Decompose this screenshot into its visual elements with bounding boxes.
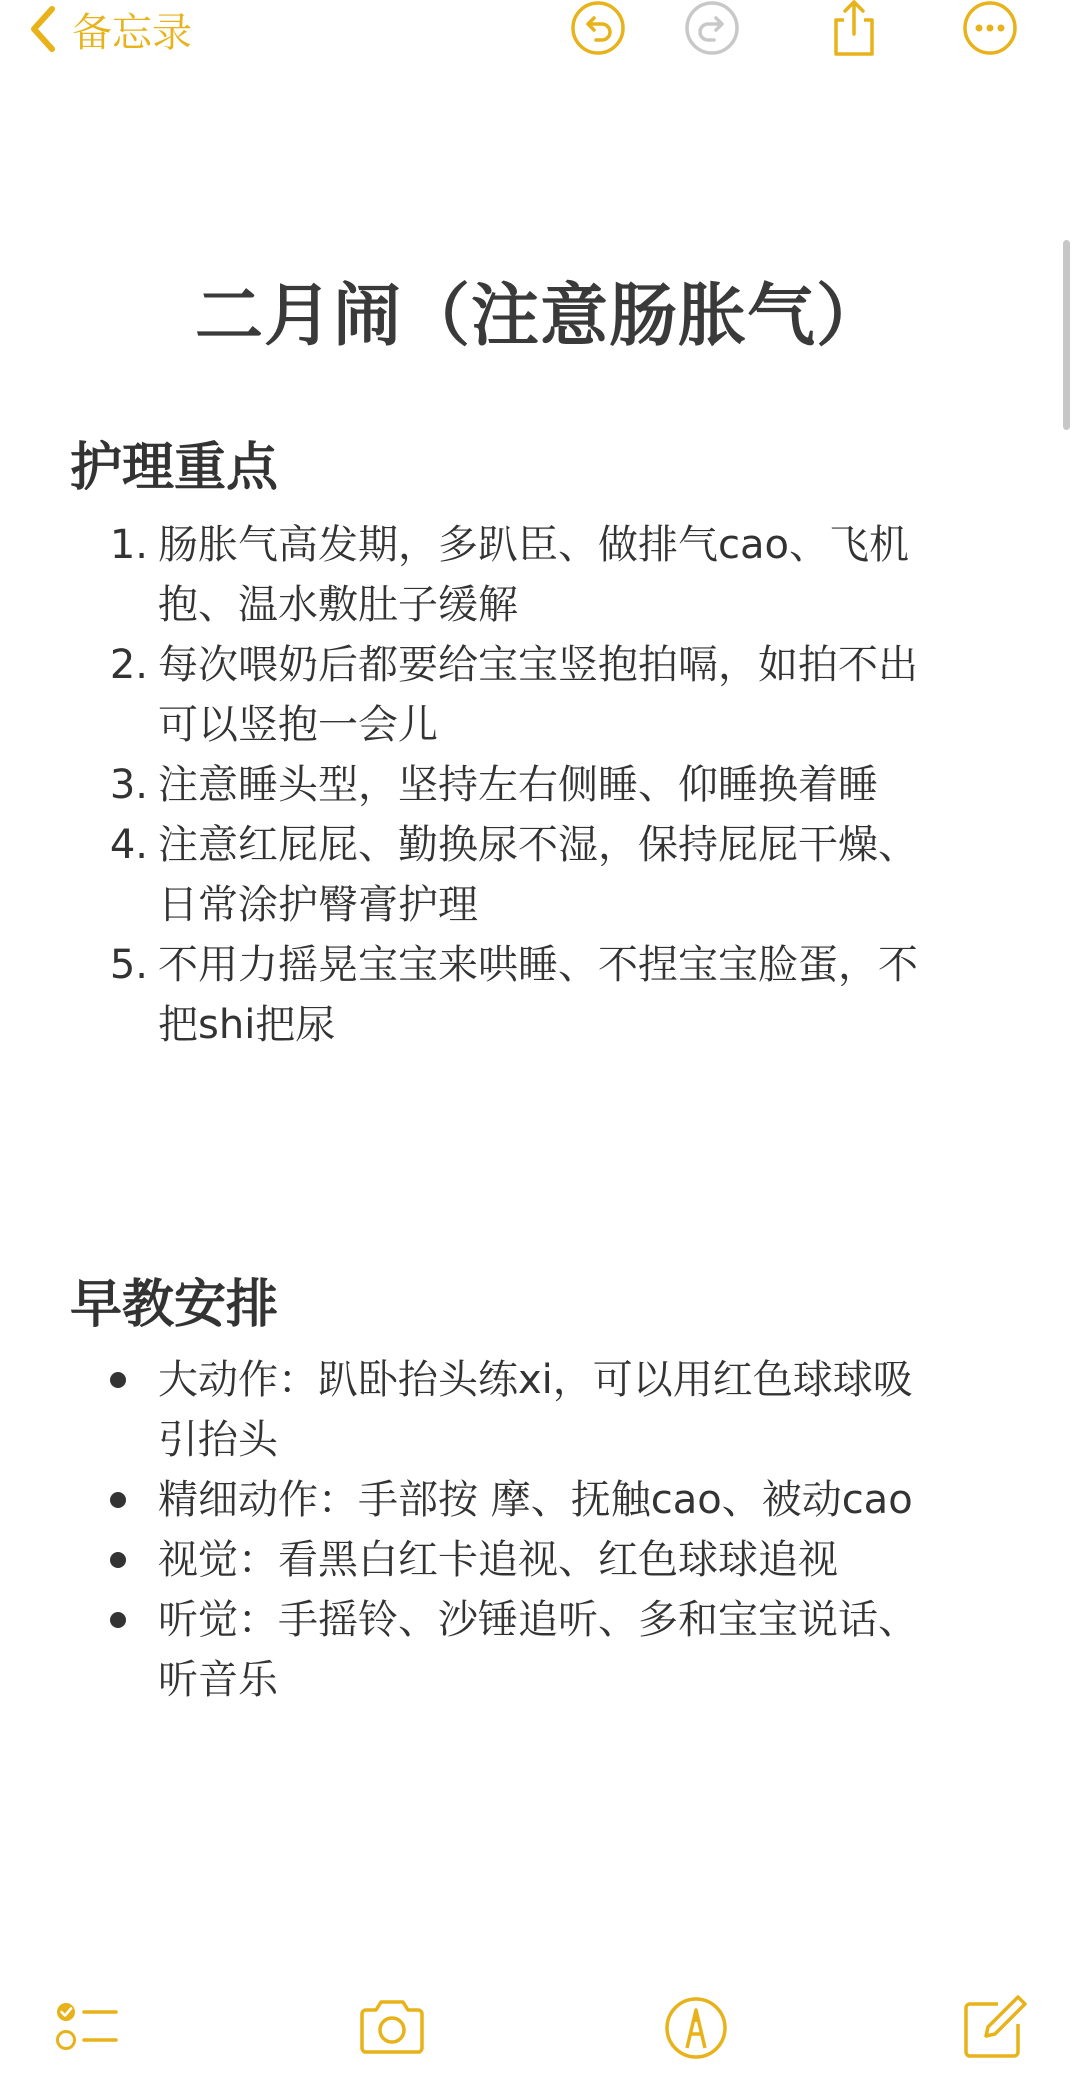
list-item-text-line: 视觉：看黑白红卡追视、红色球球追视: [158, 1537, 838, 1583]
list-item[interactable]: [96, 515, 996, 635]
checklist-icon: [50, 1990, 122, 2062]
list-number: 3.: [109, 762, 148, 808]
bullet-icon: [110, 1552, 126, 1568]
more-button[interactable]: [962, 0, 1018, 56]
list-number: 1.: [109, 522, 148, 568]
camera-icon: [356, 1990, 428, 2062]
list-number: 4.: [109, 822, 148, 868]
list-item-text-line: 抱、温水敷肚子缓解: [158, 582, 518, 628]
list-item[interactable]: [96, 1470, 996, 1530]
list-item-text-line: 肠胀气高发期，多趴臣、做排气cao、飞机: [158, 522, 909, 568]
list-item[interactable]: [96, 1350, 996, 1470]
list-item-text-line: 每次喂奶后都要给宝宝竖抱拍嗝，如拍不出: [158, 642, 918, 688]
numbered-list-care: [96, 515, 996, 1055]
list-item-text-line: 日常涂护臀膏护理: [158, 882, 478, 928]
markup-icon: [660, 1990, 732, 2062]
bullet-icon: [110, 1372, 126, 1388]
top-navigation-bar: [0, 0, 1080, 80]
markup-button[interactable]: [660, 1990, 732, 2062]
bullet-icon: [110, 1492, 126, 1508]
back-label: 备忘录: [72, 9, 192, 56]
camera-button[interactable]: [356, 1990, 428, 2062]
list-item-text-line: 不用力摇晃宝宝来哄睡、不捏宝宝脸蛋，不: [158, 942, 918, 988]
section-heading-care[interactable]: 护理重点: [70, 438, 279, 498]
list-item-text-line: 引抬头: [158, 1417, 278, 1463]
more-icon: [962, 0, 1018, 56]
compose-button[interactable]: [958, 1990, 1030, 2062]
bulleted-list-early-education: [96, 1350, 996, 1710]
share-button[interactable]: [826, 0, 882, 56]
list-number: 2.: [109, 642, 148, 688]
list-item[interactable]: [96, 1530, 996, 1590]
list-item-text-line: 精细动作：手部按 摩、抚触cao、被动cao: [158, 1477, 913, 1523]
section-heading-early-education[interactable]: 早教安排: [70, 1275, 279, 1335]
list-item-text-line: 听觉：手摇铃、沙锤追听、多和宝宝说话、: [158, 1597, 918, 1643]
bullet-icon: [110, 1612, 126, 1628]
redo-icon: [684, 0, 740, 56]
undo-button[interactable]: [570, 0, 626, 56]
list-item[interactable]: [96, 815, 996, 935]
list-item[interactable]: [96, 935, 996, 1055]
list-item-text-line: 把shi把尿: [158, 1002, 336, 1048]
share-icon: [826, 0, 882, 56]
bottom-toolbar: [0, 1990, 1080, 2060]
note-title[interactable]: 二月闹（注意肠胀气）: [194, 277, 885, 356]
back-button[interactable]: [28, 0, 192, 58]
redo-button[interactable]: [684, 0, 740, 56]
chevron-left-icon: [28, 5, 58, 53]
list-number: 5.: [109, 942, 148, 988]
list-item-text-line: 注意红屁屁、勤换尿不湿，保持屁屁干燥、: [158, 822, 918, 868]
list-item[interactable]: [96, 755, 996, 815]
checklist-button[interactable]: [50, 1990, 122, 2062]
list-item-text-line: 可以竖抱一会儿: [158, 702, 438, 748]
list-item-text-line: 注意睡头型，坚持左右侧睡、仰睡换着睡: [158, 762, 878, 808]
list-item-text-line: 听音乐: [158, 1657, 278, 1703]
list-item[interactable]: [96, 635, 996, 755]
compose-icon: [958, 1990, 1030, 2062]
list-item[interactable]: [96, 1590, 996, 1710]
undo-icon: [570, 0, 626, 56]
list-item-text-line: 大动作：趴卧抬头练xi，可以用红色球球吸: [158, 1357, 913, 1403]
